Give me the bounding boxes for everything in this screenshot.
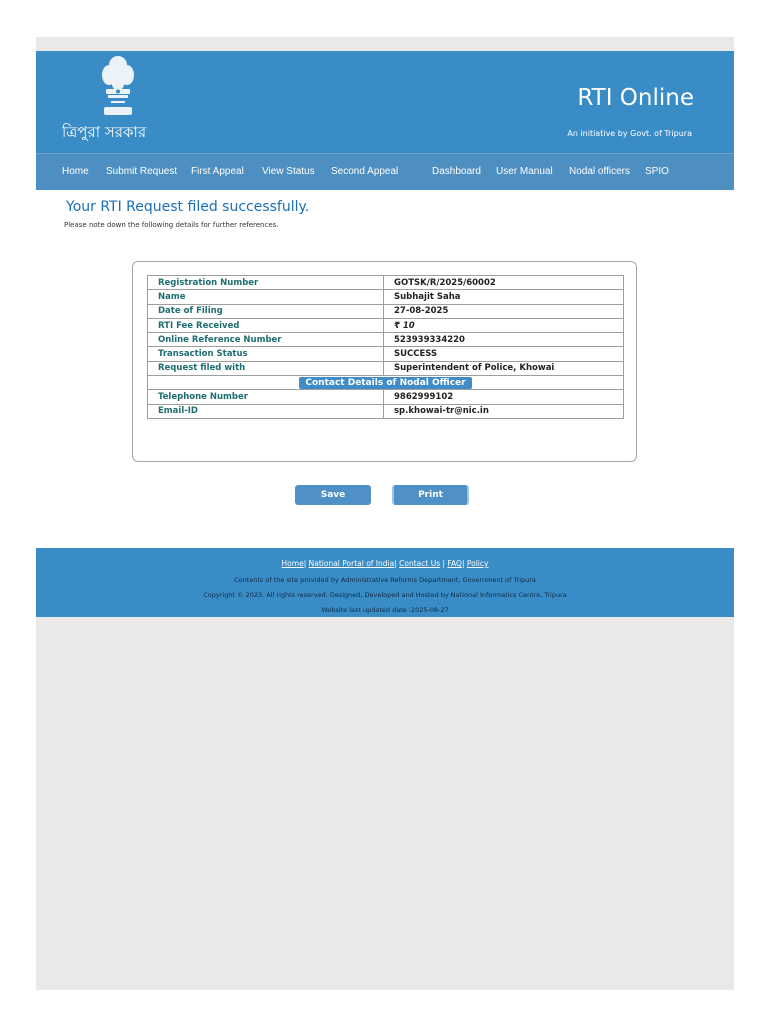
site-header <box>36 51 734 153</box>
browser-frame <box>36 37 734 990</box>
footer-link-national-portal[interactable]: National Portal of India <box>308 559 395 568</box>
table-row <box>148 390 624 404</box>
registration-number-label: Registration Number <box>148 276 384 290</box>
table-row <box>148 276 624 290</box>
name-label: Name <box>148 290 384 304</box>
nav-user-manual[interactable]: User Manual <box>496 166 553 177</box>
transaction-status-value: SUCCESS <box>384 347 624 361</box>
table-row <box>148 347 624 361</box>
table-row <box>148 361 624 375</box>
request-filed-with-value: Superintendent of Police, Khowai <box>384 361 624 375</box>
footer-contents-line: Contents of the site provided by Administrative Reforms Department, Government of Tripura <box>234 576 536 584</box>
table-row <box>148 304 624 318</box>
request-details-table <box>147 275 624 419</box>
print-button[interactable]: Print <box>392 485 469 505</box>
success-heading: Your RTI Request filed successfully. <box>66 199 310 215</box>
state-emblem-icon <box>98 55 138 119</box>
footer-link-contact[interactable]: Contact Us <box>399 559 441 568</box>
nav-view-status[interactable]: View Status <box>262 166 315 177</box>
nav-submit-request[interactable]: Submit Request <box>106 166 178 177</box>
footer-updated-line: Website last updated date :2025-08-27 <box>321 606 449 614</box>
telephone-label: Telephone Number <box>148 390 384 404</box>
table-row <box>148 376 624 390</box>
nav-spio[interactable]: SPIO <box>645 166 669 177</box>
online-reference-label: Online Reference Number <box>148 333 384 347</box>
page <box>36 51 734 617</box>
table-row <box>148 404 624 418</box>
table-row <box>148 318 624 332</box>
name-value: Subhajit Saha <box>384 290 624 304</box>
request-details-card <box>132 261 637 462</box>
email-label: Email-ID <box>148 404 384 418</box>
transaction-status-label: Transaction Status <box>148 347 384 361</box>
site-footer <box>36 548 734 617</box>
reference-note: Please note down the following details for further references. <box>64 221 279 229</box>
rti-fee-label: RTI Fee Received <box>148 318 384 332</box>
registration-number-value: GOTSK/R/2025/60002 <box>384 276 624 290</box>
date-of-filing-label: Date of Filing <box>148 304 384 318</box>
footer-link-faq[interactable]: FAQ <box>447 559 462 568</box>
date-of-filing-value: 27-08-2025 <box>384 304 624 318</box>
request-filed-with-label: Request filed with <box>148 361 384 375</box>
footer-link-policy[interactable]: Policy <box>466 559 489 568</box>
footer-links: Home| National Portal of India| Contact Us | FAQ| Policy <box>281 559 489 568</box>
site-subtitle: An initiative by Govt. of Tripura <box>567 129 692 138</box>
nav-nodal-officers[interactable]: Nodal officers <box>569 166 630 177</box>
nav-first-appeal[interactable]: First Appeal <box>191 166 244 177</box>
site-title: RTI Online <box>577 85 694 111</box>
rti-fee-value: ₹ 10 <box>384 318 624 332</box>
state-name: ত্রিপুরা সরকার <box>62 123 147 141</box>
nodal-officer-section-row <box>148 376 624 390</box>
nav-home[interactable]: Home <box>62 166 89 177</box>
email-value: sp.khowai-tr@nic.in <box>384 404 624 418</box>
online-reference-value: 523939334220 <box>384 333 624 347</box>
save-button[interactable]: Save <box>295 485 371 505</box>
telephone-value: 9862999102 <box>384 390 624 404</box>
nav-dashboard[interactable]: Dashboard <box>432 166 481 177</box>
table-row <box>148 290 624 304</box>
footer-link-home[interactable]: Home <box>281 559 304 568</box>
table-row <box>148 333 624 347</box>
main-nav <box>36 153 734 190</box>
footer-copyright-line: Copyright © 2023. All rights reserved. Designed, Developed and Hosted by National Informatics Centre, Tripura <box>203 591 567 599</box>
nav-second-appeal[interactable]: Second Appeal <box>331 166 399 177</box>
nodal-officer-section-title: Contact Details of Nodal Officer <box>299 377 471 389</box>
